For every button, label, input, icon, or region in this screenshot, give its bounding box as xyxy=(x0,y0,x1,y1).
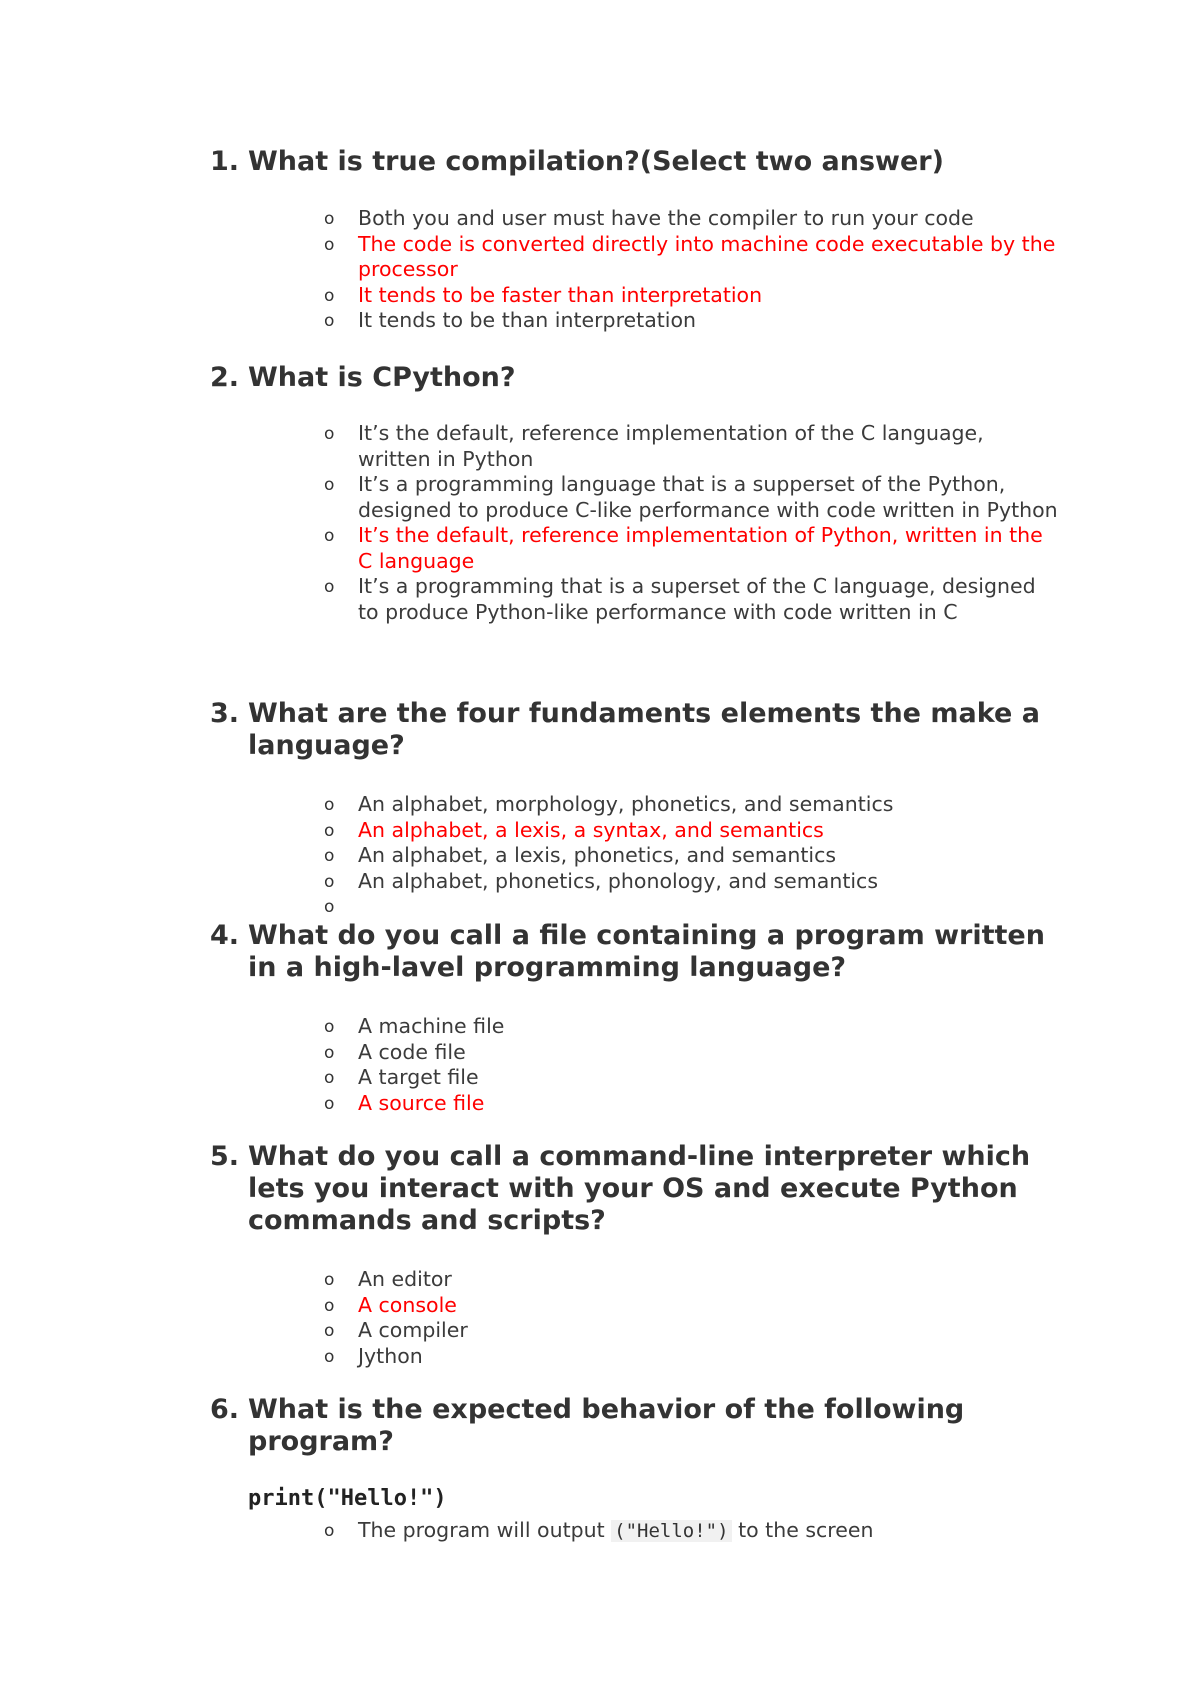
option-text: It’s the default, reference implementation of the C language, written in Python xyxy=(358,421,984,471)
bullet-icon: o xyxy=(324,209,335,229)
bullet-icon: o xyxy=(324,820,335,841)
bullet-icon: o xyxy=(324,1321,335,1341)
option-item-correct xyxy=(210,523,1058,574)
question-title: What is the expected behavior of the following program? xyxy=(248,1394,965,1457)
option-item xyxy=(210,574,1058,625)
bullet-icon: o xyxy=(324,424,335,444)
option-item xyxy=(210,843,1058,869)
question-title: What are the four fundaments elements the make a language? xyxy=(248,698,1040,761)
option-text-after: to the screen xyxy=(731,1518,874,1542)
bullet-icon: o xyxy=(324,475,335,495)
bullet-icon: o xyxy=(324,526,335,546)
bullet-icon: o xyxy=(324,1093,335,1114)
options-list-3 xyxy=(210,792,1058,917)
option-text: Both you and user must have the compiler to run your code xyxy=(358,206,974,230)
option-text: A source file xyxy=(358,1090,485,1115)
question-title: What is true compilation?(Select two answer) xyxy=(248,146,944,177)
question-heading xyxy=(210,362,1080,394)
question-number: 2. xyxy=(210,362,240,393)
question-title: What do you call a file containing a program written in a high-lavel programming language? xyxy=(248,920,1045,983)
option-item-correct xyxy=(210,818,1058,844)
option-text: A console xyxy=(358,1292,457,1317)
option-text: It’s a programming language that is a supperset of the Python, designed to produce C-like performance with code written in Python xyxy=(358,472,1058,522)
option-text: The code is converted directly into machine code executable by the processor xyxy=(358,231,1056,281)
option-item xyxy=(210,472,1058,523)
question-2 xyxy=(210,362,1080,394)
options-list-4 xyxy=(210,1014,1058,1116)
option-text: An alphabet, a lexis, phonetics, and semantics xyxy=(358,843,837,867)
question-heading xyxy=(210,146,1080,178)
question-number: 3. xyxy=(210,698,240,729)
bullet-icon: o xyxy=(324,795,335,815)
bullet-icon: o xyxy=(324,1295,335,1316)
question-title: What is CPython? xyxy=(248,362,516,393)
option-text: A code file xyxy=(358,1039,466,1064)
option-text: A machine file xyxy=(358,1014,505,1038)
question-number: 5. xyxy=(210,1141,240,1172)
option-item xyxy=(210,1014,1058,1040)
option-item-correct xyxy=(210,1293,1058,1319)
option-text: An editor xyxy=(358,1267,452,1291)
option-item xyxy=(210,792,1058,818)
bullet-icon: o xyxy=(324,234,335,255)
option-text: It’s the default, reference implementation of Python, written in the C language xyxy=(358,523,1043,573)
option-text: It tends to be than interpretation xyxy=(358,308,697,332)
option-item xyxy=(210,1267,1058,1293)
option-text xyxy=(358,1518,873,1542)
option-text: It’s a programming that is a superset of the C language, designed to produce Python-like performance with code written in C xyxy=(358,574,1036,624)
option-item-correct xyxy=(210,232,1058,283)
option-item-correct xyxy=(210,283,1058,309)
options-list-1 xyxy=(210,206,1058,334)
bullet-icon: o xyxy=(324,311,335,331)
option-text: An alphabet, a lexis, a syntax, and semantics xyxy=(358,817,824,842)
question-title: What do you call a command-line interpreter which lets you interact with your OS and execute Python commands and scripts? xyxy=(248,1141,1031,1236)
bullet-icon: o xyxy=(324,1017,335,1037)
option-text: A target file xyxy=(358,1065,479,1089)
bullet-icon: o xyxy=(324,577,335,597)
question-5 xyxy=(210,1141,1080,1237)
bullet-icon: o xyxy=(324,1346,335,1367)
option-text: An alphabet, phonetics, phonology, and semantics xyxy=(358,868,879,893)
options-list-6 xyxy=(210,1518,1058,1545)
option-item xyxy=(210,308,1058,334)
question-number: 4. xyxy=(210,920,240,951)
option-item xyxy=(210,421,1058,472)
question-1 xyxy=(210,146,1080,178)
option-item xyxy=(210,1065,1058,1091)
bullet-icon: o xyxy=(324,846,335,866)
option-item xyxy=(210,206,1058,232)
question-number: 1. xyxy=(210,146,240,177)
bullet-icon: o xyxy=(324,1270,335,1290)
option-text: An alphabet, morphology, phonetics, and semantics xyxy=(358,792,894,816)
bullet-icon: o xyxy=(324,897,335,917)
question-heading xyxy=(210,1141,1080,1237)
option-item xyxy=(210,1318,1058,1344)
options-list-2 xyxy=(210,421,1058,625)
bullet-icon: o xyxy=(324,1068,335,1088)
question-6 xyxy=(210,1394,1080,1458)
bullet-icon: o xyxy=(324,285,335,306)
option-item xyxy=(210,1518,1058,1545)
option-item xyxy=(210,869,1058,895)
inline-code: ("Hello!") xyxy=(611,1520,731,1542)
question-number: 6. xyxy=(210,1394,240,1425)
option-text: Jython xyxy=(358,1343,423,1368)
option-text: A compiler xyxy=(358,1318,468,1342)
question-heading xyxy=(210,920,1080,984)
question-4 xyxy=(210,920,1080,984)
question-3 xyxy=(210,698,1080,762)
bullet-icon: o xyxy=(324,1042,335,1063)
option-item xyxy=(210,1040,1058,1066)
bullet-icon: o xyxy=(324,871,335,892)
question-heading xyxy=(210,1394,1080,1458)
option-text: It tends to be faster than interpretation xyxy=(358,282,763,307)
option-text-before: The program will output xyxy=(358,1518,612,1542)
options-list-5 xyxy=(210,1267,1058,1369)
code-snippet: print("Hello!") xyxy=(248,1486,447,1511)
bullet-icon: o xyxy=(324,1521,335,1541)
option-item xyxy=(210,1344,1058,1370)
question-heading xyxy=(210,698,1080,762)
option-item-correct xyxy=(210,1091,1058,1117)
